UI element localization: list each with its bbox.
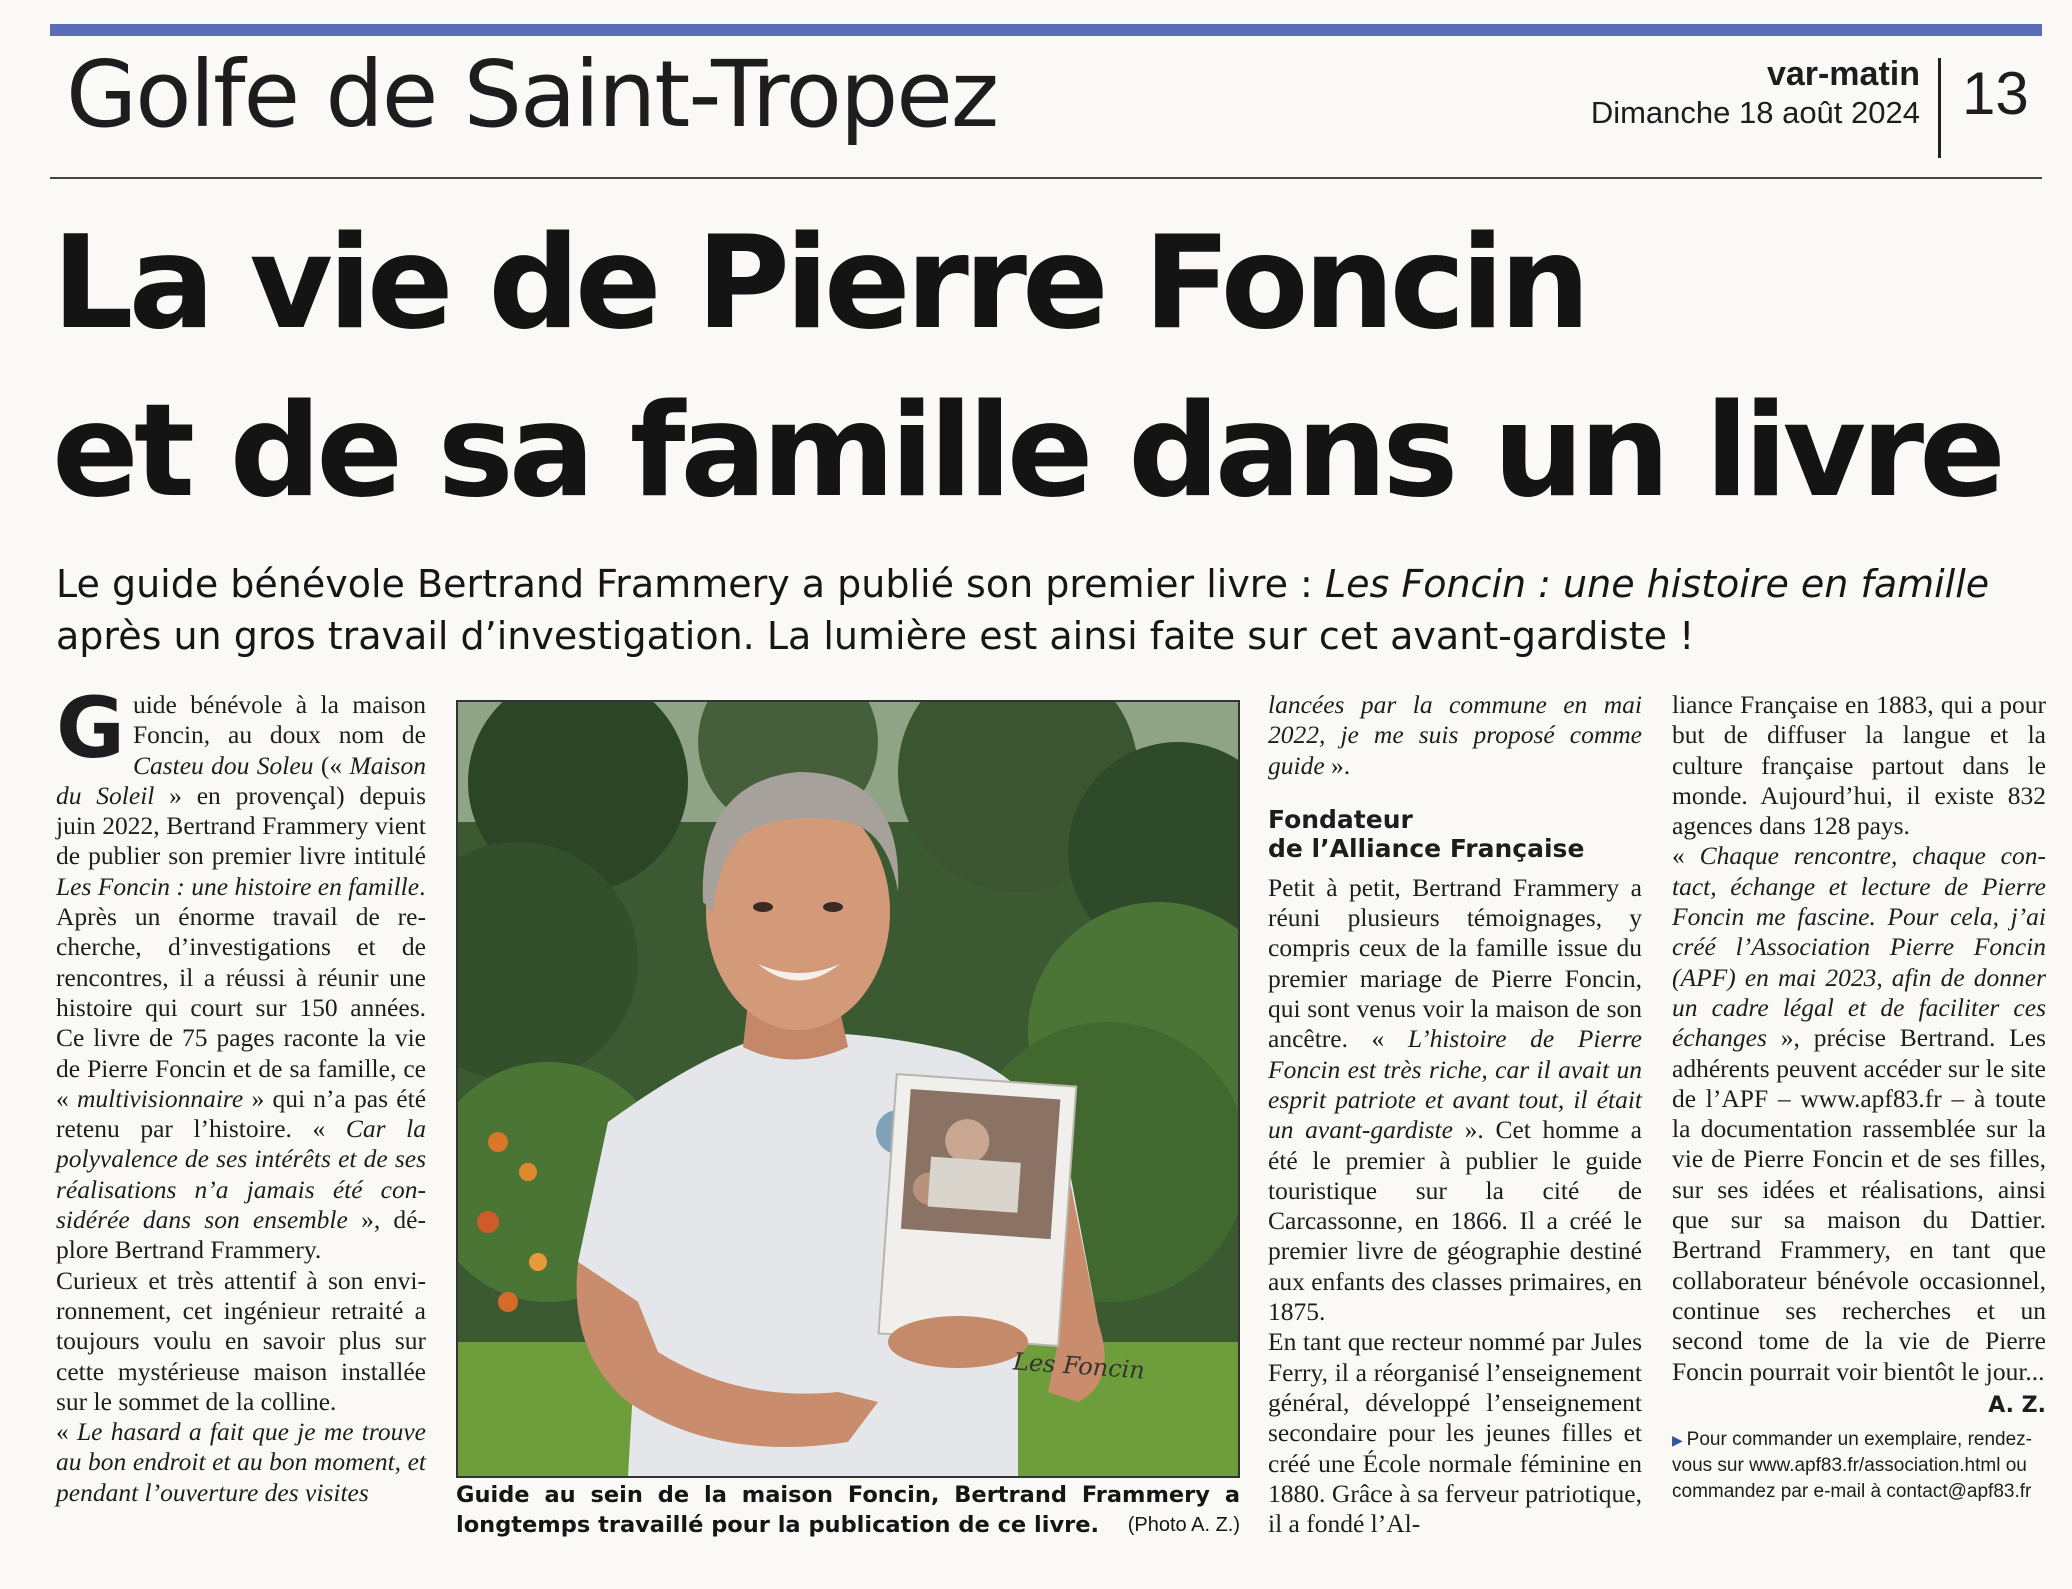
text-run: Petit à petit, Bertrand Frammery a réuni plusieurs témoignages, y compris ceux de la famille issue du premier mariage de Pierre Foncin, qui sont venus voir la maison de son ancêtre. « <box>1268 872 1642 1054</box>
masthead <box>1590 56 1920 134</box>
text-run: », précise Bertrand. Les adhérents peuvent accéder sur le site de l’APF – www.apf83.fr – à toute la documentation rassemblée sur la vie de Pierre Foncin et de ses filles, sur ses idées et réalisations, ainsi que sur sa maison du Dattier. Bertrand Frammery, en tant que collaborateur bénévole occasionnel, continue ses recherches et un second tome de la vie de Pierre Foncin pourrait voir bientôt le jour... <box>1672 1023 2046 1386</box>
article-photo <box>456 700 1240 1478</box>
paragraph: Curieux et très attentif à son environnement, cet ingénieur retraité a toujours voulu en savoir plus sur cette mystérieuse maison installée sur le sommet de la colline. <box>56 1265 426 1416</box>
section-subhead <box>1268 805 1642 863</box>
text-run: Chaque rencontre, chaque contact, échange et lecture de Pierre Foncin me fascine. Pour cela, j’ai créé l’Association Pierre Foncin (APF) en mai 2023, afin de donner un cadre légal et de faciliter ces échanges <box>1672 841 2047 1053</box>
subhead-line-1: Fondateur <box>1268 804 1413 834</box>
subhead-line-2: de l’Alliance Française <box>1268 833 1585 863</box>
article-column-1 <box>56 679 427 1508</box>
order-note-text: Pour commander un exemplaire, rendez-vous sur www.apf83.fr/association.html ou commandez par e-mail à contact@apf83.fr <box>1672 1429 2032 1503</box>
text-run: L’histoire de Pierre Foncin est très riche, car il avait un esprit patriote et avant tout, il était un avant-gardiste <box>1268 1024 1642 1145</box>
issue-date: Dimanche 18 août 2024 <box>1590 95 1920 131</box>
text-run: Les Foncin : une histoire en famille <box>56 871 420 901</box>
paragraph <box>56 902 426 1266</box>
text-run: Casteu dou Soleu <box>132 750 314 780</box>
paragraph <box>1268 873 1642 1327</box>
headline-line-2: et de sa famille dans un livre <box>52 377 2001 526</box>
deck-text-1: Le guide bénévole Bertrand Frammery a publié son premier livre : <box>56 562 1325 606</box>
text-run: Maison du Soleil <box>56 750 426 810</box>
author-initials: A. Z. <box>1988 1392 2046 1418</box>
header-rule <box>50 177 2042 179</box>
text-run: « <box>56 1417 77 1447</box>
text-run: Après un énorme travail de recherche, d’investigations et de rencontres, il a réussi à réunir une histoire qui court sur 150 années. Ce livre de 75 pages raconte la vie de Pierre Foncin et de sa famille, ce « <box>56 902 426 1113</box>
page-number: 13 <box>1962 60 2029 127</box>
order-note <box>1672 1427 2046 1505</box>
book-cover-title: Les Foncin <box>1012 1347 1146 1385</box>
text-run: ». Cet homme a été le premier à publier le guide touristique sur la cité de Carcassonne, en 1866. Il a créé le premier livre de géographie destiné aux enfants des classes primaires, en 1875. <box>1268 1115 1642 1327</box>
paragraph <box>1268 690 1642 781</box>
text-run: uide bénévole à la maison Foncin, au doux nom de <box>132 690 426 750</box>
text-run: » en provençal) depuis juin 2022, Bertrand Frammery vient de publier son premier livre intitulé <box>56 780 426 871</box>
text-run: (« <box>313 750 350 780</box>
paragraph <box>56 1417 426 1508</box>
text-run: ». <box>1324 750 1351 780</box>
top-color-rule <box>50 24 2042 36</box>
article-headline <box>52 200 2052 536</box>
paragraph <box>56 679 426 902</box>
text-run: . <box>419 871 426 901</box>
drop-cap: G <box>56 679 125 777</box>
text-run: », déplore Bertrand Frammery. <box>56 1205 426 1265</box>
text-run: » qui n’a pas été retenu par l’histoire. « <box>56 1083 427 1144</box>
photo-caption <box>456 1480 1240 1540</box>
deck-book-title: Les Foncin : une histoire en famille <box>1324 562 1990 606</box>
article-column-3 <box>1268 690 1642 1539</box>
text-run: « <box>1672 841 1700 871</box>
headline-line-1: La vie de Pierre Foncin <box>52 209 1586 358</box>
caption-text: Guide au sein de la maison Foncin, Bertrand Frammery a longtemps travaillé pour la publication de ce livre. <box>456 1482 1240 1538</box>
article-deck <box>56 558 2036 662</box>
text-run: Le hasard a fait que je me trouve au bon endroit et au bon moment, et pendant l’ouverture des visites <box>56 1417 427 1507</box>
section-title: Golfe de Saint-Tropez <box>66 41 998 148</box>
article-column-4 <box>1672 690 2046 1505</box>
text-run: multivisionnaire <box>77 1083 244 1113</box>
paragraph: En tant que recteur nommé par Jules Ferry, il a réorganisé l’enseignement général, développé l’enseignement secondaire pour les jeunes filles et créé une École normale féminine en 1880. Grâce à sa ferveur patriotique, il a fondé l’Al- <box>1268 1327 1642 1539</box>
photo-credit: (Photo A. Z.) <box>1127 1514 1240 1536</box>
triangle-bullet-icon: ▶ <box>1672 1432 1687 1449</box>
masthead-divider <box>1938 58 1941 158</box>
paragraph: liance Française en 1883, qui a pour but de diffuser la langue et la culture française partout dans le monde. Aujourd’hui, il existe 832 agences dans 128 pays. <box>1672 690 2046 841</box>
text-run: lancées par la commune en mai 2022, je me suis proposé comme guide <box>1268 690 1642 780</box>
deck-text-2: après un gros travail d’investigation. La lumière est ainsi faite sur cet avant-gardiste ! <box>56 614 1695 658</box>
paragraph <box>1672 841 2046 1386</box>
text-run: Car la polyvalence de ses intérêts et de ses réalisations n’a jamais été considérée dans son ensemble <box>56 1114 426 1235</box>
newspaper-name: var-matin <box>1766 55 1920 93</box>
